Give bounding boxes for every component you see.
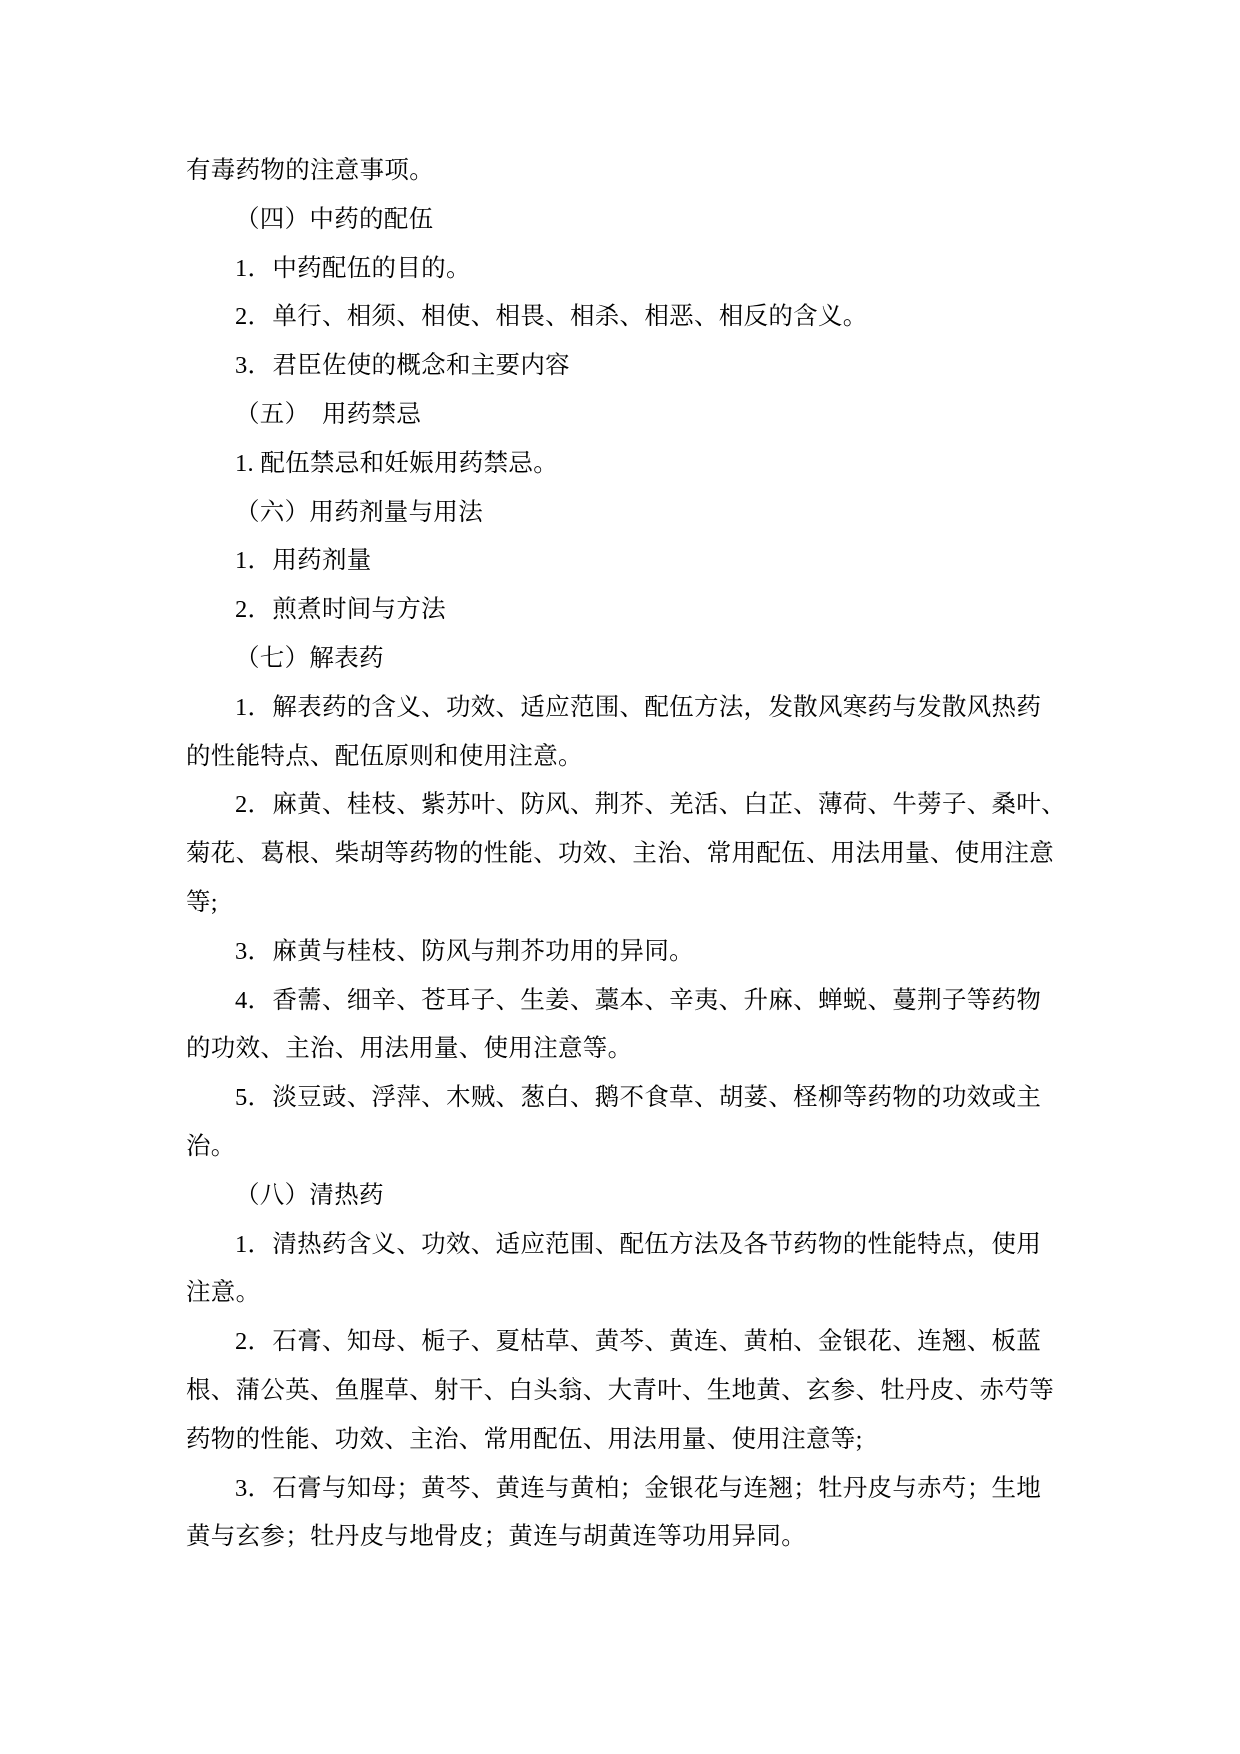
- document-text-block: [186, 147, 1086, 1562]
- text-line: 2．石膏、知母、栀子、夏枯草、黄芩、黄连、黄柏、金银花、连翘、板蓝: [235, 1328, 1042, 1356]
- text-line: 的性能特点、配伍原则和使用注意。: [186, 742, 583, 770]
- text-line: 2．单行、相须、相使、相畏、相杀、相恶、相反的含义。: [235, 303, 868, 331]
- text-line: （七）解表药: [235, 644, 384, 672]
- text-line: 1. 配伍禁忌和妊娠用药禁忌。: [235, 449, 558, 477]
- text-line: 3．君臣佐使的概念和主要内容: [235, 352, 570, 380]
- text-line: 3．麻黄与桂枝、防风与荆芥功用的异同。: [235, 937, 694, 965]
- text-line: 黄与玄参；牡丹皮与地骨皮；黄连与胡黄连等功用异同。: [186, 1523, 806, 1551]
- text-line: 2．麻黄、桂枝、紫苏叶、防风、荆芥、羌活、白芷、薄荷、牛蒡子、桑叶、: [235, 791, 1066, 819]
- text-line: 的功效、主治、用法用量、使用注意等。: [186, 1035, 633, 1063]
- text-line: 1．中药配伍的目的。: [235, 254, 471, 282]
- text-line: 3．石膏与知母；黄芩、黄连与黄柏；金银花与连翘；牡丹皮与赤芍；生地: [235, 1474, 1042, 1502]
- text-line: 4．香薷、细辛、苍耳子、生姜、藁本、辛夷、升麻、蝉蜕、蔓荆子等药物: [235, 986, 1042, 1014]
- text-line: 治。: [186, 1132, 236, 1160]
- text-line: 1．解表药的含义、功效、适应范围、配伍方法，发散风寒药与发散风热药: [235, 693, 1042, 721]
- text-line: 有毒药物的注意事项。: [186, 157, 434, 184]
- text-line: 菊花、葛根、柴胡等药物的性能、功效、主治、常用配伍、用法用量、使用注意: [186, 840, 1054, 868]
- text-line: 等;: [186, 888, 218, 916]
- text-line: （五） 用药禁忌: [235, 400, 422, 428]
- text-line: 根、蒲公英、鱼腥草、射干、白头翁、大青叶、生地黄、玄参、牡丹皮、赤芍等: [186, 1376, 1054, 1404]
- text-line: （六）用药剂量与用法: [235, 498, 483, 526]
- text-line: 1．用药剂量: [235, 547, 372, 575]
- text-line: 1．清热药含义、功效、适应范围、配伍方法及各节药物的性能特点，使用: [235, 1230, 1042, 1258]
- text-line: 2．煎煮时间与方法: [235, 596, 446, 624]
- text-line: 注意。: [186, 1279, 261, 1307]
- text-line: （四）中药的配伍: [235, 205, 434, 233]
- text-line: 药物的性能、功效、主治、常用配伍、用法用量、使用注意等;: [186, 1425, 863, 1453]
- text-line: （八）清热药: [235, 1181, 384, 1209]
- text-line: 5．淡豆豉、浮萍、木贼、葱白、鹅不食草、胡荽、柽柳等药物的功效或主: [235, 1084, 1042, 1112]
